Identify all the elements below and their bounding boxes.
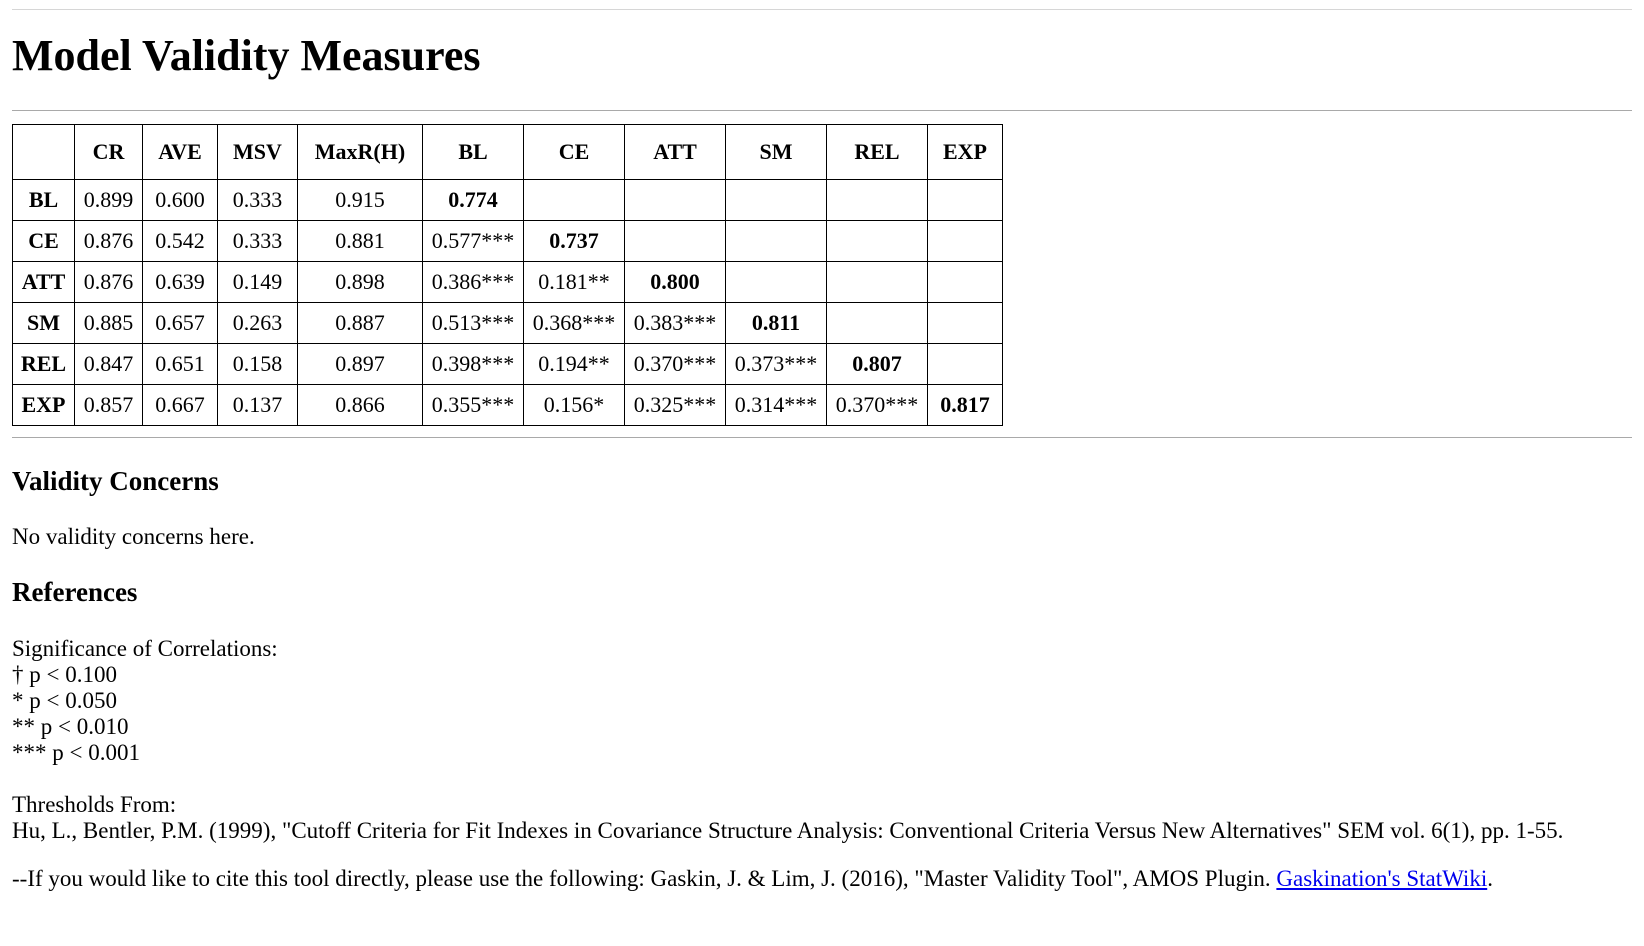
table-cell: 0.817 <box>928 385 1003 426</box>
column-header: SM <box>726 125 827 180</box>
table-cell: 0.355*** <box>423 385 524 426</box>
table-cell <box>524 180 625 221</box>
table-cell: 0.866 <box>298 385 423 426</box>
column-header: ATT <box>625 125 726 180</box>
table-cell: 0.885 <box>75 303 143 344</box>
table-row <box>13 221 1003 262</box>
column-header: MaxR(H) <box>298 125 423 180</box>
row-header: BL <box>13 180 75 221</box>
table-cell: 0.156* <box>524 385 625 426</box>
significance-block <box>12 636 1632 766</box>
significance-line: ** p < 0.010 <box>12 714 129 740</box>
table-cell: 0.811 <box>726 303 827 344</box>
table-cell: 0.383*** <box>625 303 726 344</box>
title-divider <box>12 110 1632 111</box>
table-cell <box>827 221 928 262</box>
significance-line: * p < 0.050 <box>12 688 117 714</box>
citation-text <box>12 866 1632 892</box>
table-cell <box>726 221 827 262</box>
table-cell: 0.774 <box>423 180 524 221</box>
thresholds-text: Hu, L., Bentler, P.M. (1999), "Cutoff Criteria for Fit Indexes in Covariance Structure Analysis: Conventional Criteria Versus New Alternatives" SEM vol. 6(1), pp. 1-55. <box>12 818 1564 844</box>
table-cell: 0.876 <box>75 262 143 303</box>
significance-line: *** p < 0.001 <box>12 740 140 766</box>
table-cell: 0.314*** <box>726 385 827 426</box>
table-cell: 0.657 <box>143 303 218 344</box>
table-row <box>13 303 1003 344</box>
table-cell: 0.897 <box>298 344 423 385</box>
row-header: CE <box>13 221 75 262</box>
validity-text: No validity concerns here. <box>12 523 255 549</box>
significance-line: † p < 0.100 <box>12 662 117 688</box>
row-header: SM <box>13 303 75 344</box>
validity-heading: Validity Concerns <box>12 466 219 497</box>
table-cell <box>726 180 827 221</box>
table-cell: 0.807 <box>827 344 928 385</box>
table-cell: 0.370*** <box>625 344 726 385</box>
table-cell <box>827 303 928 344</box>
table-cell: 0.386*** <box>423 262 524 303</box>
column-header: AVE <box>143 125 218 180</box>
references-heading: References <box>12 576 138 607</box>
citation-end: . <box>1487 866 1493 892</box>
table-cell: 0.542 <box>143 221 218 262</box>
table-cell: 0.876 <box>75 221 143 262</box>
citation-prefix: --If you would like to cite this tool directly, please use the following: Gaskin, J. & Lim, J. (2016), "Master Validity Tool", AMOS Plugin. <box>12 866 1277 892</box>
table-cell: 0.857 <box>75 385 143 426</box>
table-cell: 0.398*** <box>423 344 524 385</box>
page <box>0 9 1644 892</box>
thresholds-title: Thresholds From: <box>12 792 177 818</box>
table-cell: 0.639 <box>143 262 218 303</box>
row-header: EXP <box>13 385 75 426</box>
table-row <box>13 385 1003 426</box>
table-cell <box>827 262 928 303</box>
table-cell: 0.667 <box>143 385 218 426</box>
column-header: CE <box>524 125 625 180</box>
table-cell: 0.651 <box>143 344 218 385</box>
table-cell: 0.513*** <box>423 303 524 344</box>
table-cell <box>928 344 1003 385</box>
table-cell: 0.737 <box>524 221 625 262</box>
table-cell <box>928 180 1003 221</box>
table-cell: 0.800 <box>625 262 726 303</box>
table-cell <box>625 180 726 221</box>
table-cell <box>726 262 827 303</box>
row-header: REL <box>13 344 75 385</box>
table-cell: 0.881 <box>298 221 423 262</box>
table-cell: 0.899 <box>75 180 143 221</box>
table-cell: 0.333 <box>218 180 298 221</box>
table-cell: 0.368*** <box>524 303 625 344</box>
row-header: ATT <box>13 262 75 303</box>
validity-table <box>12 124 1003 426</box>
table-cell: 0.370*** <box>827 385 928 426</box>
table-cell: 0.137 <box>218 385 298 426</box>
statwiki-link[interactable]: Gaskination's StatWiki <box>1276 866 1488 892</box>
table-cell: 0.373*** <box>726 344 827 385</box>
column-header: MSV <box>218 125 298 180</box>
column-header: REL <box>827 125 928 180</box>
column-header: EXP <box>928 125 1003 180</box>
table-cell <box>928 303 1003 344</box>
table-cell: 0.577*** <box>423 221 524 262</box>
table-cell <box>625 221 726 262</box>
table-cell: 0.847 <box>75 344 143 385</box>
significance-title: Significance of Correlations: <box>12 636 278 662</box>
table-cell: 0.194** <box>524 344 625 385</box>
table-divider <box>12 437 1632 438</box>
table-cell <box>928 262 1003 303</box>
table-cell: 0.898 <box>298 262 423 303</box>
table-row <box>13 344 1003 385</box>
table-cell: 0.915 <box>298 180 423 221</box>
page-title: Model Validity Measures <box>12 31 481 80</box>
table-cell: 0.887 <box>298 303 423 344</box>
table-cell: 0.333 <box>218 221 298 262</box>
column-header: BL <box>423 125 524 180</box>
table-cell: 0.263 <box>218 303 298 344</box>
top-divider <box>12 9 1632 10</box>
table-header-row <box>13 125 1003 180</box>
table-cell: 0.181** <box>524 262 625 303</box>
table-cell <box>928 221 1003 262</box>
table-cell: 0.325*** <box>625 385 726 426</box>
column-header: CR <box>75 125 143 180</box>
table-cell: 0.600 <box>143 180 218 221</box>
table-row <box>13 262 1003 303</box>
table-cell <box>827 180 928 221</box>
column-header <box>13 125 75 180</box>
table-row <box>13 180 1003 221</box>
table-body <box>13 180 1003 426</box>
table-cell: 0.149 <box>218 262 298 303</box>
table-cell: 0.158 <box>218 344 298 385</box>
thresholds-block <box>12 792 1632 844</box>
